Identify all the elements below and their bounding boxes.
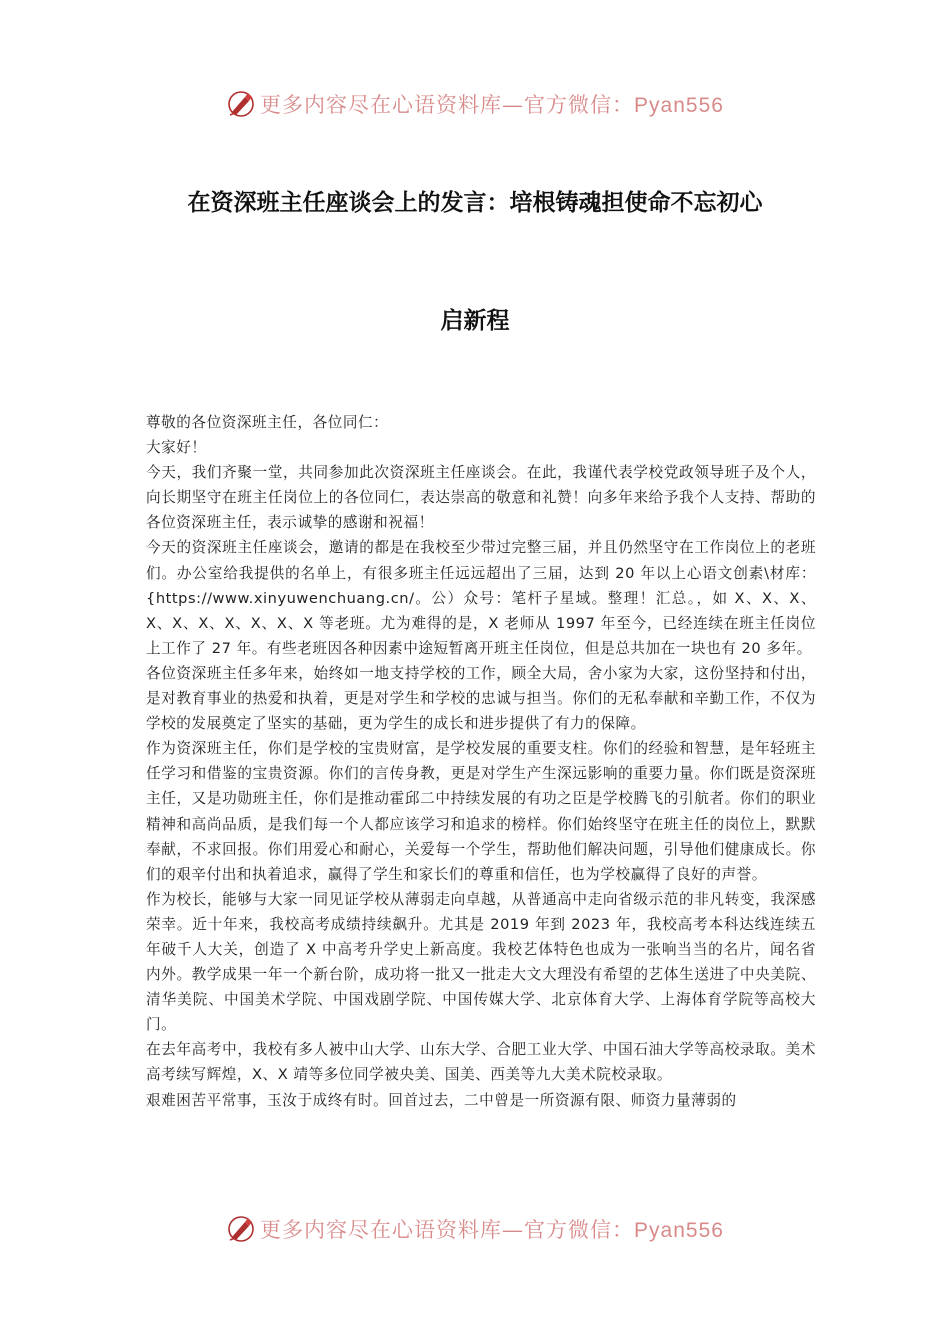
salutation: 尊敬的各位资深班主任，各位同仁： bbox=[146, 414, 389, 431]
paragraph: 今天的资深班主任座谈会，邀请的都是在我校至少带过完整三届，并且仍然坚守在工作岗位上的老班们。办公室给我提供的名单上，有很多班主任远远超出了三届，达到 20 年以上心语文创素\材库：{https://www.xinyuwenchuang.cn/。公）众号：笔杆子星域。整理！汇总。，如 X、X、X、X、X、X、X、X、X、X 等老班。尤为难得的是，X 老师从 1997 年至今，已经连续在班主任岗位上工作了 27 年。有些老班因各种因素中途短暂离开班主任岗位，但是总共加在一块也有 20 多年。 bbox=[146, 539, 816, 657]
paragraph: 在去年高考中，我校有多人被中山大学、山东大学、合肥工业大学、中国石油大学等高校录取。美术高考续写辉煌，X、X 靖等多位同学被央美、国美、西美等九大美术院校录取。 bbox=[146, 1041, 816, 1084]
paragraph: 艰难困苦平常事，玉汝于成终有时。回首过去，二中曾是一所资源有限、师资力量薄弱的 bbox=[146, 1091, 737, 1109]
paragraph: 今天，我们齐聚一堂，共同参加此次资深班主任座谈会。在此，我谨代表学校党政领导班子及个人，向长期坚守在班主任岗位上的各位同仁，表达崇高的敬意和礼赞！向多年来给予我个人支持、帮助的各位资深班主任，表示诚挚的感谢和祝福！ bbox=[146, 464, 816, 532]
page-title-line2: 启新程 bbox=[440, 307, 510, 334]
footer-wechat-id: Pyan556 bbox=[634, 1219, 724, 1242]
pen-logo-icon bbox=[226, 1214, 256, 1244]
footer-banner-text: 更多内容尽在心语资料库—官方微信：Pyan556 bbox=[260, 1218, 724, 1242]
header-banner-text: 更多内容尽在心语资料库—官方微信：Pyan556 bbox=[260, 93, 724, 117]
greeting: 大家好！ bbox=[146, 439, 207, 457]
header-wechat-id: Pyan556 bbox=[634, 94, 724, 117]
paragraph: 作为资深班主任，你们是学校的宝贵财富，是学校发展的重要支柱。你们的经验和智慧，是年轻班主任学习和借鉴的宝贵资源。你们的言传身教，更是对学生产生深远影响的重要力量。你们既是资深班主任，又是功勋班主任，你们是推动霍邱二中持续发展的有功之臣是学校腾飞的引航者。你们的职业精神和高尚品质，是我们每一个人都应该学习和追求的榜样。你们始终坚守在班主任的岗位上，默默奉献，不求回报。你们用爱心和耐心，关爱每一个学生，帮助他们解决问题，引导他们健康成长。你们的艰辛付出和执着追求，赢得了学生和家长们的尊重和信任，也为学校赢得了良好的声誉。 bbox=[146, 740, 816, 883]
document-body bbox=[146, 410, 816, 1113]
pen-logo-icon bbox=[226, 89, 256, 119]
paragraph: 作为校长，能够与大家一同见证学校从薄弱走向卓越，从普通高中走向省级示范的非凡转变，我深感荣幸。近十年来，我校高考成绩持续飙升。尤其是 2019 年到 2023 年，我校高考本科达线连续五年破千人大关，创造了 X 中高考升学史上新高度。我校艺体特色也成为一张响当当的名片，闻名省内外。教学成果一年一个新台阶，成功将一批又一批走大文大理没有希望的艺体生送进了中央美院、清华美院、中国美术学院、中国戏剧学院、中国传媒大学、北京体育大学、上海体育学院等高校大门。 bbox=[146, 890, 816, 1034]
header-banner bbox=[0, 84, 950, 124]
paragraph: 各位资深班主任多年来，始终如一地支持学校的工作，顾全大局，舍小家为大家，这份坚持和付出，是对教育事业的热爱和执着，更是对学生和学校的忠诚与担当。你们的无私奉献和辛勤工作，不仅为学校的发展奠定了坚实的基础，更为学生的成长和进步提供了有力的保障。 bbox=[146, 664, 816, 733]
page-title-line1: 在资深班主任座谈会上的发言：培根铸魂担使命不忘初心 bbox=[187, 189, 763, 216]
footer-banner bbox=[0, 1209, 950, 1249]
